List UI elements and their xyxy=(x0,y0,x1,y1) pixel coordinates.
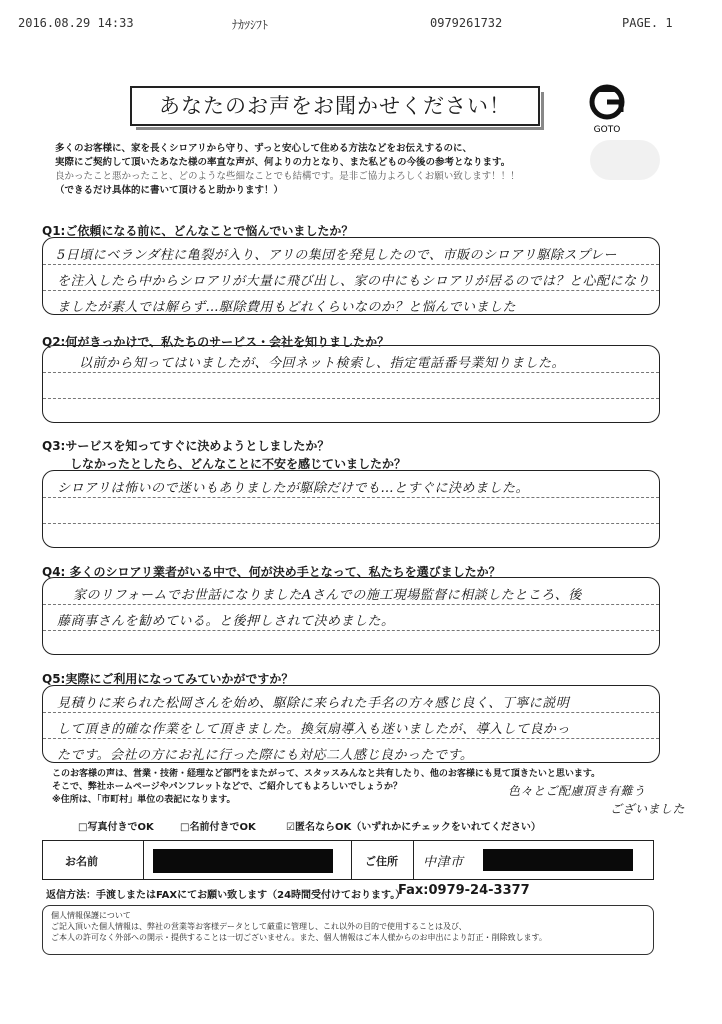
answer-5-line-2: して頂き的確な作業をして頂きました。換気扇導入も迷いましたが、導入して良かっ xyxy=(57,722,571,737)
intro-text xyxy=(55,142,635,198)
reply-fax: Fax:0979-24-3377 xyxy=(398,883,530,898)
option-photo-checkbox[interactable]: □写真付きでOK xyxy=(78,822,154,833)
svg-text:GOTO: GOTO xyxy=(593,125,621,135)
answer-5-line-1: 見積りに来られた松岡さんを始め、駆除に来られた手名の方々感じ良く、丁寧に説明 xyxy=(57,696,570,711)
option-name-checkbox[interactable]: □名前付きでOK xyxy=(180,822,256,833)
intro-line: 実際にご契約して頂いたあなた様の率直な声が、何よりの力となり、また私どもの今後の参考となります。 xyxy=(55,157,511,168)
answer-1-line-2: を注入したら中からシロアリが大量に飛び出し、家の中にもシロアリが居るのでは？と心配になり xyxy=(57,274,650,289)
answer-3-line-1: シロアリは怖いので迷いもありましたが駆除だけでも…とすぐに決めました。 xyxy=(57,481,529,496)
survey-title: あなたのお声をお聞かせください！ xyxy=(130,86,540,126)
answer-5-line-3: たです。会社の方にお礼に行った際にも対応二人感じ良かったです。 xyxy=(57,748,474,763)
name-address-box xyxy=(42,840,654,880)
answer-4-line-1: 家のリフォームでお世話になりましたAさんでの施工現場監督に相談したところ、後 xyxy=(73,588,582,603)
answer-2-line-1: 以前から知ってはいましたが、今回ネット検索し、指定電話番号業知りました。 xyxy=(79,356,566,371)
intro-line: 多くのお客様に、家を長くシロアリから守り、ずっと安心して住める方法などをお伝えするのに、 xyxy=(55,143,473,154)
answer-box-5 xyxy=(42,685,660,763)
name-redaction xyxy=(153,849,333,873)
answer-box-3 xyxy=(42,470,660,548)
intro-line: 良かったこと悪かったこと、どのような些細なことでも結構です。是非ご協力よろしくお願い致します！！！ xyxy=(55,171,520,182)
address-value: 中津市 xyxy=(423,855,464,870)
privacy-note xyxy=(42,905,654,955)
question-3: Q3:サービスを知ってすぐに決めようとしましたか？ xyxy=(42,439,330,453)
handwritten-thanks-2: ございました xyxy=(610,802,686,816)
goto-logo-icon xyxy=(585,82,641,138)
answer-1-line-3: ましたが素人では解らず…駆除費用もどれくらいなのか？と悩んでいました xyxy=(57,300,517,315)
question-4: Q4: 多くのシロアリ業者がいる中で、何が決め手となって、私たちを選びましたか？ xyxy=(42,565,501,579)
question-5: Q5:実際にご利用になってみていかがですか？ xyxy=(42,672,294,686)
fax-datetime: 2016.08.29 14:33 xyxy=(18,16,134,30)
answer-box-1 xyxy=(42,237,660,315)
question-2: Q2:何がきっかけで、私たちのサービス・会社を知りましたか？ xyxy=(42,335,390,349)
fax-page: PAGE. 1 xyxy=(622,16,673,30)
answer-box-4 xyxy=(42,577,660,655)
privacy-line: ご本人の許可なく外部への開示・提供することは一切ございません。また、個人情報はご本人様からのお申出により訂正・削除致します。 xyxy=(51,933,547,942)
question-3-sub: しなかったとしたら、どんなことに不安を感じていましたか？ xyxy=(70,457,407,471)
share-notice-line: そこで、弊社ホームページやパンフレットなどで、ご紹介してもよろしいでしょうか？ xyxy=(52,782,403,792)
reply-method: 返信方法：手渡しまたはFAXにてお願い致します（24時間受付けております。） xyxy=(46,890,406,901)
question-1: Q1:ご依頼になる前に、どんなことで悩んでいましたか？ xyxy=(42,224,354,238)
privacy-line: ご記入頂いた個人情報は、弊社の営業等お客様データとして厳重に管理し、これ以外の目的で使用することは及び、 xyxy=(51,922,467,931)
privacy-heading: 個人情報保護について xyxy=(51,911,131,920)
answer-1-line-1: 5日頃にベランダ柱に亀裂が入り、アリの集団を発見したので、市販のシロアリ駆除スプレー xyxy=(57,248,617,263)
address-redaction xyxy=(483,849,633,871)
share-notice-line: ※住所は、「市町村」単位の表記になります。 xyxy=(52,795,236,805)
answer-box-2 xyxy=(42,345,660,423)
share-notice-line: このお客様の声は、営業・技術・経理など部門をまたがって、スタッスみんなと共有したり、他のお客様にも見て頂きたいと思います。 xyxy=(52,769,601,779)
fax-sender: ﾅｶﾂｼﾌﾄ xyxy=(232,18,269,32)
fax-number: 0979261732 xyxy=(430,16,503,30)
answer-4-line-2: 藤商事さんを勧めている。と後押しされて決めました。 xyxy=(57,614,395,629)
intro-line: （できるだけ具体的に書いて頂けると助かります！） xyxy=(55,185,284,196)
address-label: ご住所 xyxy=(365,855,398,868)
option-anonymous-checkbox[interactable]: ☑匿名ならOK（いずれかにチェックをいれてください） xyxy=(286,822,541,833)
handwritten-thanks-1: 色々とご配慮頂き有難う xyxy=(508,784,646,798)
name-label: お名前 xyxy=(65,855,98,868)
